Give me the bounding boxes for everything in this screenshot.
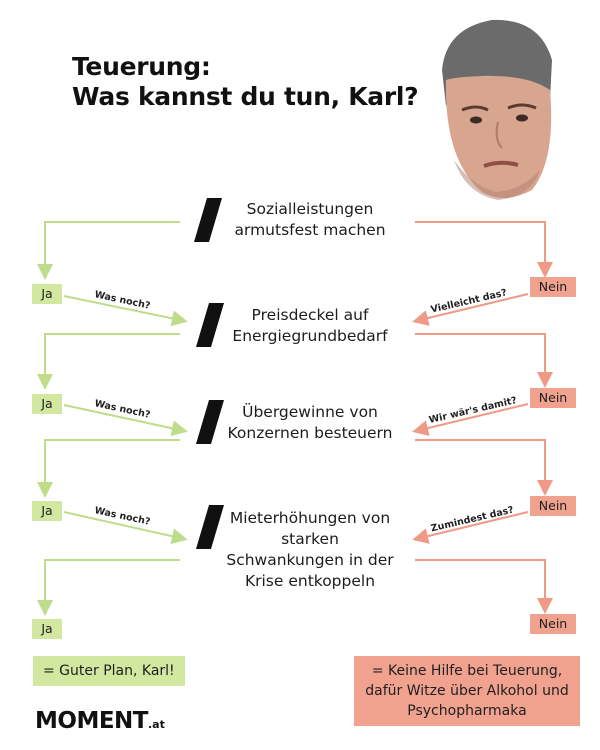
yes-line-2 <box>45 334 180 382</box>
slash-1 <box>194 198 222 242</box>
logo-suffix: .at <box>147 718 165 731</box>
moment-logo <box>35 708 165 734</box>
question-1: Sozialleistungen armutsfest machen <box>234 200 386 239</box>
no-line-1 <box>415 222 545 270</box>
title-line-2: Was kannst du tun, Karl? <box>72 82 419 111</box>
no-tag-1: Nein <box>530 277 576 297</box>
no-arrow-label-3: Zumindest das? <box>429 504 515 535</box>
yes-tag-1: Ja <box>32 284 62 304</box>
yes-tag-2: Ja <box>32 394 62 414</box>
logo-main: MOMENT <box>35 708 148 734</box>
no-line-3 <box>415 440 545 488</box>
yes-line-4 <box>45 560 180 608</box>
yes-arrow-label-1: Was noch? <box>93 289 152 312</box>
question-4: Mieterhöhungen von starken Schwankungen in der Krise entkoppeln <box>226 509 394 590</box>
no-tag-2: Nein <box>530 388 576 408</box>
yes-arrow-label-2: Was noch? <box>93 398 152 421</box>
result-good: = Guter Plan, Karl! <box>33 656 185 686</box>
no-line-4 <box>415 560 545 606</box>
yes-line-1 <box>45 222 180 272</box>
question-2: Preisdeckel auf Energiegrundbedarf <box>232 306 388 345</box>
no-tag-3: Nein <box>530 496 576 516</box>
yes-tag-3: Ja <box>32 501 62 521</box>
yes-line-3 <box>45 440 180 490</box>
result-bad: = Keine Hilfe bei Teuerung, dafür Witze über Alkohol und Psychopharmaka <box>354 656 580 726</box>
no-tag-4: Nein <box>530 614 576 634</box>
no-arrow-label-2: Wir wär's damit? <box>427 395 518 426</box>
no-arrow-label-1: Vielleicht das? <box>429 287 508 316</box>
question-3: Übergewinne von Konzernen besteuern <box>227 403 393 442</box>
no-line-2 <box>415 334 545 380</box>
yes-tag-4: Ja <box>32 619 62 639</box>
yes-arrow-label-3: Was noch? <box>93 505 152 528</box>
title-line-1: Teuerung: <box>72 52 211 81</box>
